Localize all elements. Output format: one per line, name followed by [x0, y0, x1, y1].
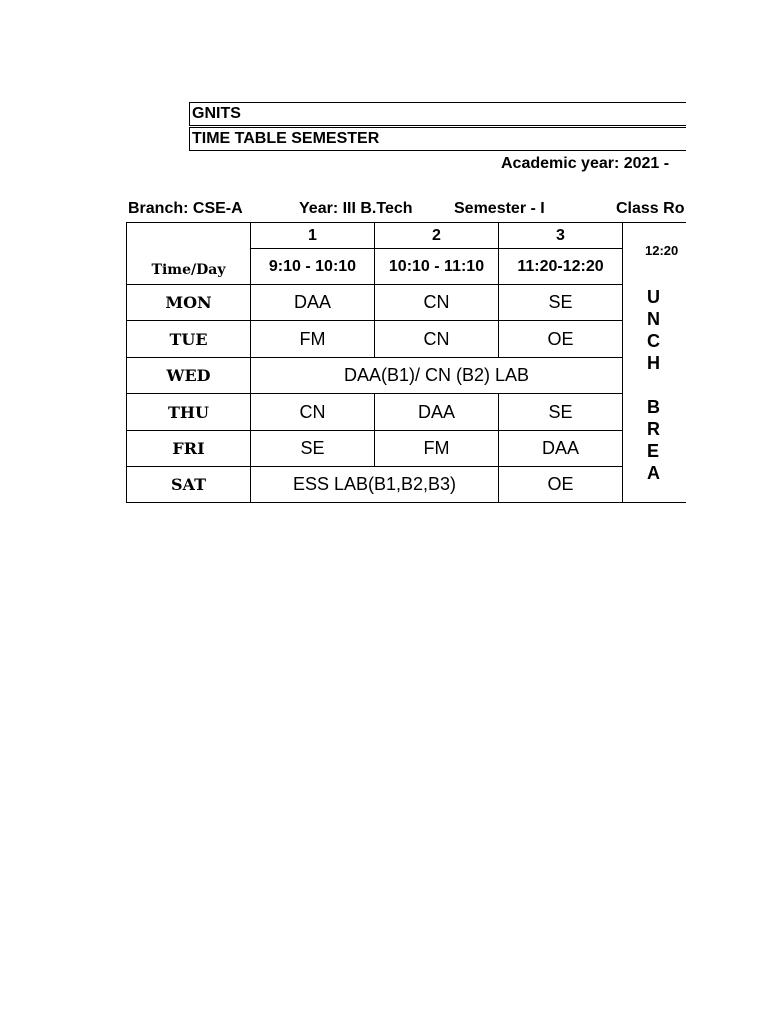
time-day-header: Time/Day — [127, 223, 251, 285]
day-label: TUE — [127, 321, 251, 358]
time-slot: 10:10 - 11:10 — [375, 249, 499, 285]
lunch-letter: B — [647, 397, 660, 417]
subject-cell: SE — [499, 285, 623, 321]
period-number-row — [127, 223, 687, 249]
subject-cell: CN — [375, 285, 499, 321]
lunch-letters-bottom — [647, 396, 686, 484]
semester-label: Semester - I — [454, 200, 545, 217]
branch-label: Branch: CSE-A — [128, 200, 243, 217]
institution-name: GNITS — [189, 102, 686, 126]
time-slot: 11:20-12:20 — [499, 249, 623, 285]
subject-cell: DAA — [499, 431, 623, 467]
lab-cell: DAA(B1)/ CN (B2) LAB — [251, 358, 623, 394]
subject-cell: OE — [499, 321, 623, 358]
subject-cell: DAA — [251, 285, 375, 321]
day-label: FRI — [127, 431, 251, 467]
table-row — [127, 431, 687, 467]
period-number: 3 — [499, 223, 623, 249]
lunch-letters-top — [647, 286, 686, 374]
day-label: MON — [127, 285, 251, 321]
timetable-grid — [126, 222, 686, 503]
time-slot: 9:10 - 10:10 — [251, 249, 375, 285]
subject-cell: FM — [251, 321, 375, 358]
lunch-letter: U — [647, 287, 660, 307]
table-row — [127, 467, 687, 503]
lunch-letter: H — [647, 353, 660, 373]
classroom-label: Class Ro — [616, 200, 685, 217]
year-label: Year: III B.Tech — [299, 200, 413, 217]
table-row — [127, 285, 687, 321]
day-label: THU — [127, 394, 251, 431]
lunch-time: 12:20 — [645, 243, 679, 258]
subject-cell: FM — [375, 431, 499, 467]
lunch-letter: R — [647, 419, 660, 439]
lunch-letter: C — [647, 331, 660, 351]
subject-cell: CN — [375, 321, 499, 358]
day-label: SAT — [127, 467, 251, 503]
lunch-break-column — [623, 223, 687, 503]
subject-cell: CN — [251, 394, 375, 431]
subject-cell: SE — [251, 431, 375, 467]
day-label: WED — [127, 358, 251, 394]
lunch-letter: A — [647, 463, 660, 483]
period-number: 1 — [251, 223, 375, 249]
period-number: 2 — [375, 223, 499, 249]
academic-year: Academic year: 2021 - — [501, 155, 670, 172]
subject-cell: OE — [499, 467, 623, 503]
lab-cell: ESS LAB(B1,B2,B3) — [251, 467, 499, 503]
lunch-letter: E — [647, 441, 660, 461]
lunch-letter: N — [647, 309, 660, 329]
table-row — [127, 321, 687, 358]
subject-cell: SE — [499, 394, 623, 431]
table-row — [127, 394, 687, 431]
table-row — [127, 358, 687, 394]
timetable-title: TIME TABLE SEMESTER — [189, 127, 686, 151]
subject-cell: DAA — [375, 394, 499, 431]
